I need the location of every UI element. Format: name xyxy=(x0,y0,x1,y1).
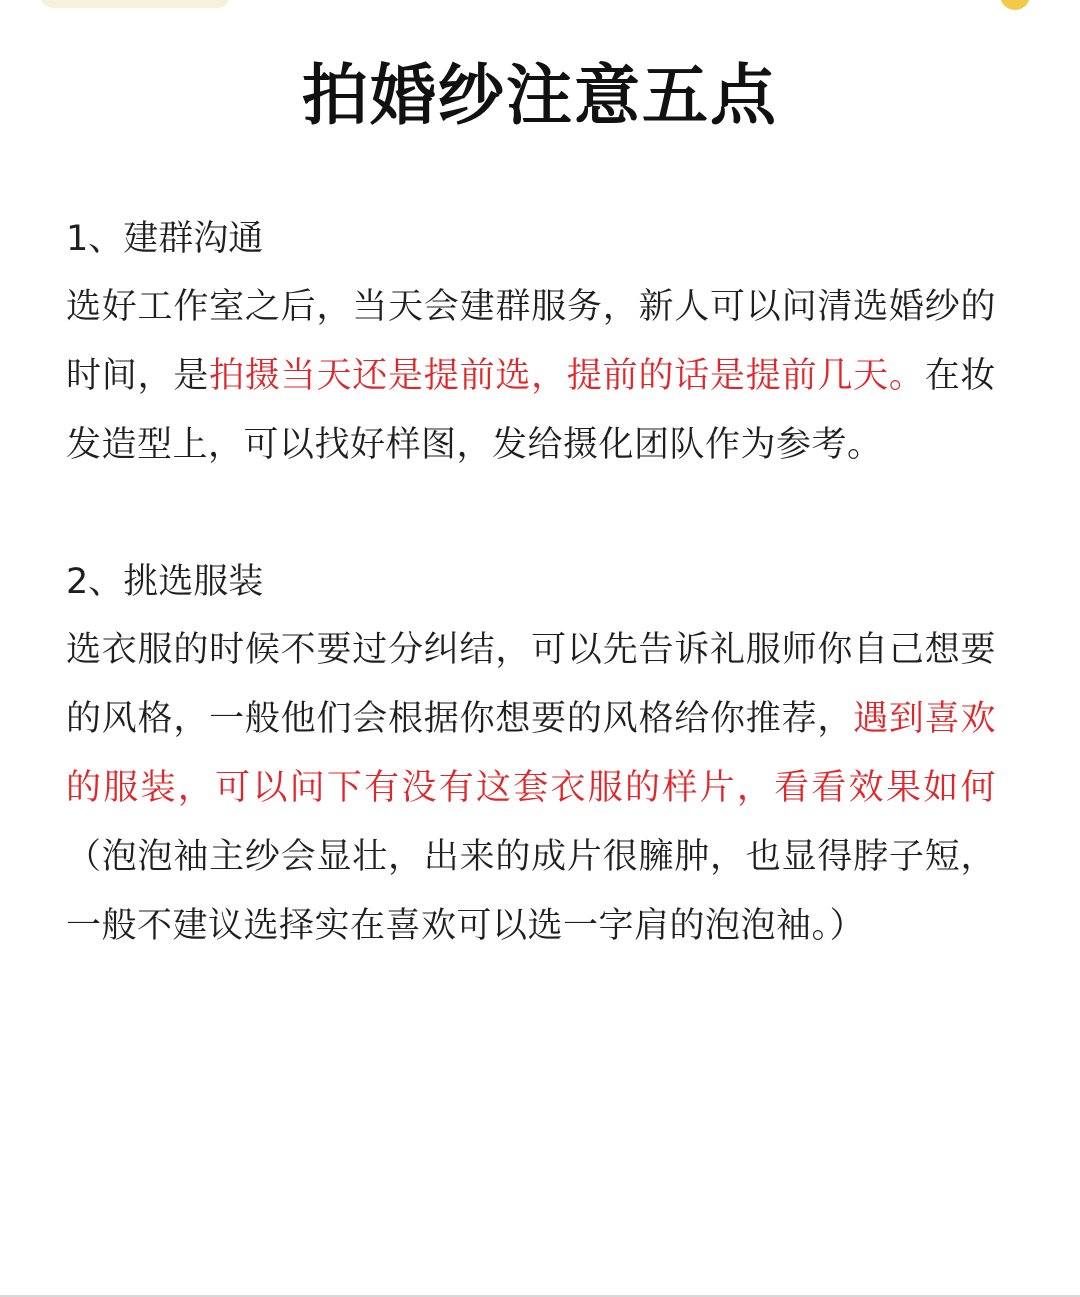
section-1-highlight: 拍摄当天还是提前选，提前的话是提前几天。 xyxy=(209,356,925,396)
section-2 xyxy=(66,548,996,961)
article-content xyxy=(66,205,996,961)
top-right-decoration xyxy=(1000,0,1030,10)
section-2-body xyxy=(66,616,996,961)
top-edge-decoration xyxy=(0,0,1080,14)
section-1 xyxy=(66,205,996,480)
section-1-text-2: 在妆发造型上，可以找好样图，发给摄化团队作为参考。 xyxy=(66,356,996,465)
top-left-decoration xyxy=(40,0,230,8)
section-1-body xyxy=(66,273,996,480)
page-title: 拍婚纱注意五点 xyxy=(302,57,778,134)
section-2-text-1: 选衣服的时候不要过分纠结，可以先告诉礼服师你自己想要的风格，一般他们会根据你想要的风格给你推荐， xyxy=(66,630,996,739)
section-1-text-1: 选好工作室之后，当天会建群服务，新人可以问清选婚纱的时间，是 xyxy=(66,287,996,396)
section-1-heading: 1、建群沟通 xyxy=(66,219,264,259)
section-2-text-2: （泡泡袖主纱会显壮，出来的成片很臃肿，也显得脖子短，一般不建议选择实在喜欢可以选一字肩的泡泡袖。） xyxy=(66,837,996,946)
section-2-highlight: 遇到喜欢的服装，可以问下有没有这套衣服的样片，看看效果如何 xyxy=(66,699,996,808)
section-2-heading: 2、挑选服装 xyxy=(66,562,264,602)
